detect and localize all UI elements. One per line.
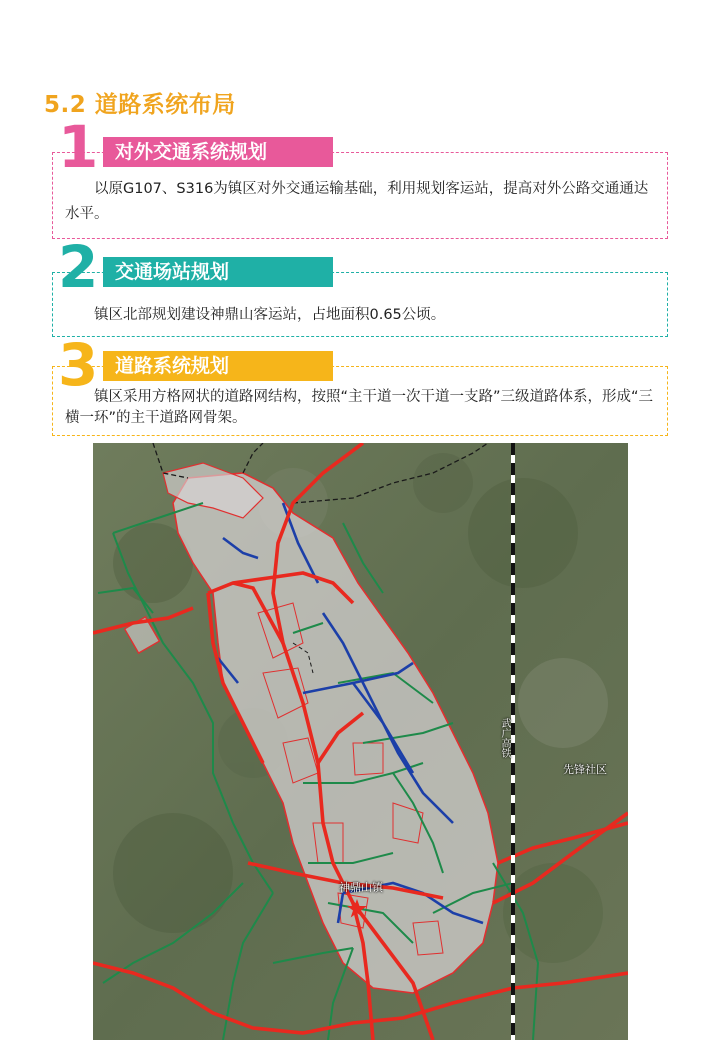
section-2-number: 2 [58, 233, 99, 301]
section-3-number: 3 [58, 331, 99, 399]
map-svg [93, 443, 628, 1040]
community-label: 先锋社区 [563, 763, 607, 776]
section-2-title: 交通场站规划 [103, 257, 333, 287]
section-3-title: 道路系统规划 [103, 351, 333, 381]
section-3-text: 镇区采用方格网状的道路网结构，按照“主干道一次干道一支路”三级道路体系，形成“三横一环”的主干道路网骨架。 [65, 389, 654, 426]
section-1-text: 以原G107、S316为镇区对外交通运输基础，利用规划客运站，提高对外公路交通通达水平。 [65, 181, 649, 222]
road-plan-map [93, 443, 628, 1040]
section-1-number: 1 [58, 113, 99, 181]
town-label: 神鼎山镇 [339, 881, 383, 894]
page-title: 5.2 道路系统布局 [44, 92, 236, 118]
railway-label: 武广高铁 [499, 718, 510, 758]
section-2-text: 镇区北部规划建设神鼎山客运站，占地面积0.65公顷。 [94, 307, 446, 323]
section-1-title: 对外交通系统规划 [103, 137, 333, 167]
